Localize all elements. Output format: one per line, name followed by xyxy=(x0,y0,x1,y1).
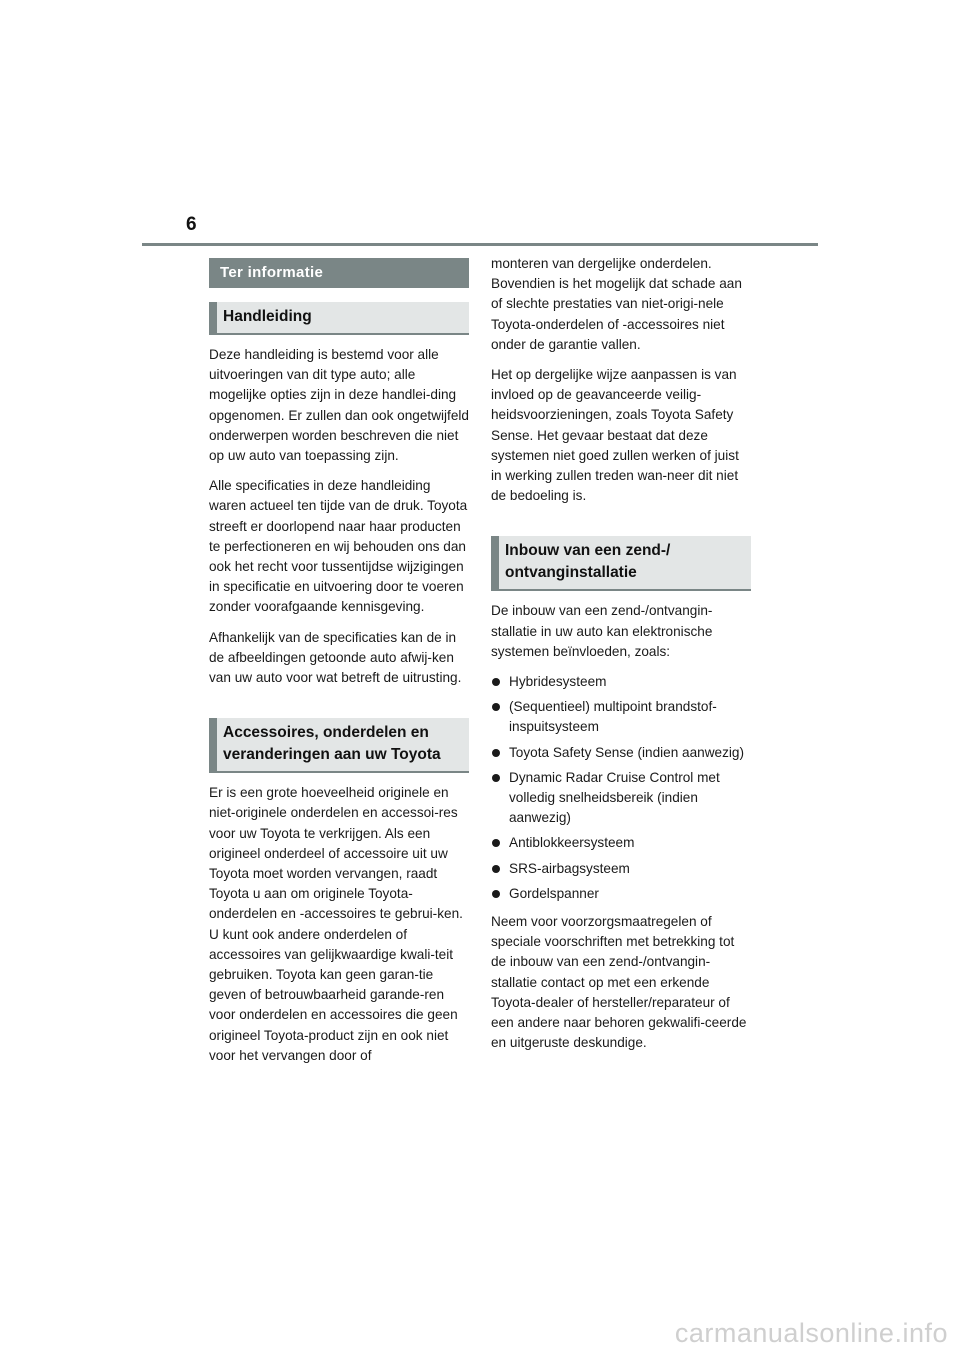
section-title-accessoires: Accessoires, onderdelen en veranderingen aan uw Toyota xyxy=(209,718,469,773)
bullet-list xyxy=(491,672,751,904)
section-title-inbouw: Inbouw van een zend-/ ontvanginstallatie xyxy=(491,536,751,591)
paragraph: Deze handleiding is bestemd voor alle uitvoeringen van dit type auto; alle mogelijke opties zijn in deze handlei-ding opgenomen. Er zullen dan ook ongetwijfeld onderwerpen worden beschreven die niet op uw auto van toepassing zijn. xyxy=(209,347,469,464)
list-item: SRS-airbagsysteem xyxy=(491,859,751,879)
list-item: (Sequentieel) multipoint brandstof-inspuitsysteem xyxy=(491,697,751,737)
bullet-icon xyxy=(492,749,500,757)
bullet-icon xyxy=(492,839,500,847)
bullet-icon xyxy=(492,678,500,686)
paragraph: Alle specificaties in deze handleiding waren actueel ten tijde van de druk. Toyota streeft er doorlopend naar haar producten te perfectioneren en wij behouden ons dan ook het recht voor tussentijdse wijzigingen in specificatie en uitvoering door te voeren zonder voorafgaande kennisgeving. xyxy=(209,478,468,615)
paragraph: Er is een grote hoeveelheid originele en niet-originele onderdelen en accessoi-res voor uw Toyota te verkrijgen. Als een origineel onderdeel of accessoire uit uw Toyota moet worden vervangen, raadt Toyota u aan om originele Toyota-onderdelen en -accessoires te gebrui-ken. U kunt ook andere onderdelen of accessoires van gelijkwaardige kwali-teit gebruiken. Toyota kan geen garan-tie geven of betrouwbaarheid garande-ren voor onderdelen en accessoires die geen origineel Toyota-product zijn en ook niet voor het vervangen door of xyxy=(209,785,463,1063)
paragraph: Het op dergelijke wijze aanpassen is van invloed op de geavanceerde veilig-heidsvoorzieningen, zoals Toyota Safety Sense. Het gevaar bestaat dat deze systemen niet goed zullen werken of juist in werking zullen treden wan-neer dit niet de bedoeling is. xyxy=(491,367,739,504)
bullet-icon xyxy=(492,865,500,873)
bullet-icon xyxy=(492,890,500,898)
left-column xyxy=(209,258,469,1076)
list-item: Toyota Safety Sense (indien aanwezig) xyxy=(491,743,751,763)
paragraph: De inbouw van een zend-/ontvangin-stallatie in uw auto kan elektronische systemen beïnvloeden, zoals: xyxy=(491,603,713,659)
list-item: Hybridesysteem xyxy=(491,672,751,692)
section-title-handleiding: Handleiding xyxy=(209,302,469,335)
right-column xyxy=(491,254,751,1064)
chapter-banner: Ter informatie xyxy=(209,258,469,288)
paragraph: Neem voor voorzorgsmaatregelen of speciale voorschriften met betrekking tot de inbouw van een zend-/ontvangin-stallatie contact op met een erkende Toyota-dealer of hersteller/reparateur of een andere naar behoren gekwalifi-ceerde en uitgeruste deskundige. xyxy=(491,914,747,1051)
paragraph: monteren van dergelijke onderdelen. Bovendien is het mogelijk dat schade aan of slechte prestaties van niet-origi-nele Toyota-onderdelen of -accessoires niet onder de garantie vallen. xyxy=(491,256,742,352)
list-item: Dynamic Radar Cruise Control met volledig snelheidsbereik (indien aanwezig) xyxy=(491,768,751,829)
list-item: Gordelspanner xyxy=(491,884,751,904)
page-number: 6 xyxy=(186,214,197,235)
list-item: Antiblokkeersysteem xyxy=(491,833,751,853)
bullet-icon xyxy=(492,703,500,711)
header-rule xyxy=(142,243,818,246)
paragraph: Afhankelijk van de specificaties kan de in de afbeeldingen getoonde auto afwij-ken van uw auto voor wat betreft de uitrusting. xyxy=(209,629,462,686)
bullet-icon xyxy=(492,774,500,782)
watermark: carmanualsonline.info xyxy=(674,1318,948,1348)
